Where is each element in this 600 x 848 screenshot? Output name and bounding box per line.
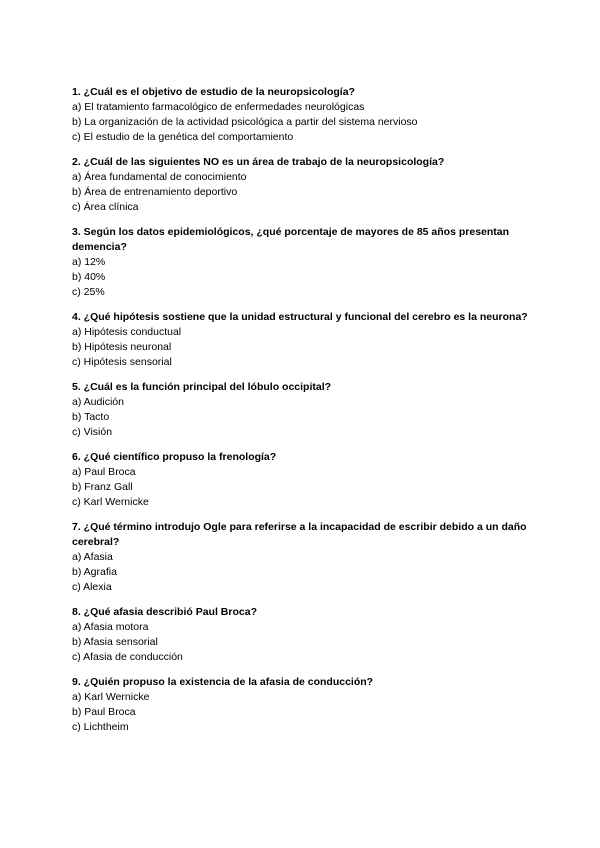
answer-option: b) La organización de la actividad psicológica a partir del sistema nervioso (72, 116, 418, 128)
answer-option: a) Karl Wernicke (72, 691, 150, 703)
answer-option: a) Afasia (72, 551, 113, 563)
quiz-document (72, 85, 542, 745)
question-9 (72, 675, 542, 735)
question-title: 1. ¿Cuál es el objetivo de estudio de la neuropsicología? (72, 86, 355, 98)
question-5 (72, 380, 542, 440)
answer-option: c) Afasia de conducción (72, 651, 183, 663)
answer-option: a) 12% (72, 256, 106, 268)
answer-option: b) Afasia sensorial (72, 636, 158, 648)
answer-option: b) 40% (72, 271, 106, 283)
answer-option: a) Hipótesis conductual (72, 326, 182, 338)
question-title: 9. ¿Quién propuso la existencia de la afasia de conducción? (72, 676, 374, 688)
answer-option: c) 25% (72, 286, 105, 298)
answer-option: c) Karl Wernicke (72, 496, 149, 508)
question-title: 5. ¿Cuál es la función principal del lóbulo occipital? (72, 381, 332, 393)
question-6 (72, 450, 542, 510)
answer-option: c) Área clínica (72, 201, 139, 213)
answer-option: c) Alexia (72, 581, 112, 593)
answer-option: b) Área de entrenamiento deportivo (72, 186, 238, 198)
answer-option: a) El tratamiento farmacológico de enfermedades neurológicas (72, 101, 365, 113)
answer-option: b) Agrafia (72, 566, 117, 578)
answer-option: a) Audición (72, 396, 124, 408)
answer-option: a) Paul Broca (72, 466, 136, 478)
question-title: 6. ¿Qué científico propuso la frenología? (72, 451, 277, 463)
question-4 (72, 310, 542, 370)
question-title: 3. Según los datos epidemiológicos, ¿qué porcentaje de mayores de 85 años presentan demencia? (72, 226, 510, 253)
answer-option: c) El estudio de la genética del comportamiento (72, 131, 294, 143)
question-title: 7. ¿Qué término introdujo Ogle para referirse a la incapacidad de escribir debido a un daño cerebral? (72, 521, 527, 548)
question-2 (72, 155, 542, 215)
answer-option: a) Afasia motora (72, 621, 149, 633)
answer-option: c) Visión (72, 426, 113, 438)
answer-option: b) Franz Gall (72, 481, 133, 493)
question-3 (72, 225, 542, 300)
answer-option: c) Lichtheim (72, 721, 129, 733)
answer-option: a) Área fundamental de conocimiento (72, 171, 247, 183)
question-title: 8. ¿Qué afasia describió Paul Broca? (72, 606, 257, 618)
question-title: 4. ¿Qué hipótesis sostiene que la unidad estructural y funcional del cerebro es la neurona? (72, 311, 528, 323)
answer-option: c) Hipótesis sensorial (72, 356, 172, 368)
question-title: 2. ¿Cuál de las siguientes NO es un área de trabajo de la neuropsicología? (72, 156, 445, 168)
question-7 (72, 520, 542, 595)
question-1 (72, 85, 542, 145)
answer-option: b) Paul Broca (72, 706, 136, 718)
answer-option: b) Hipótesis neuronal (72, 341, 172, 353)
answer-option: b) Tacto (72, 411, 110, 423)
question-8 (72, 605, 542, 665)
